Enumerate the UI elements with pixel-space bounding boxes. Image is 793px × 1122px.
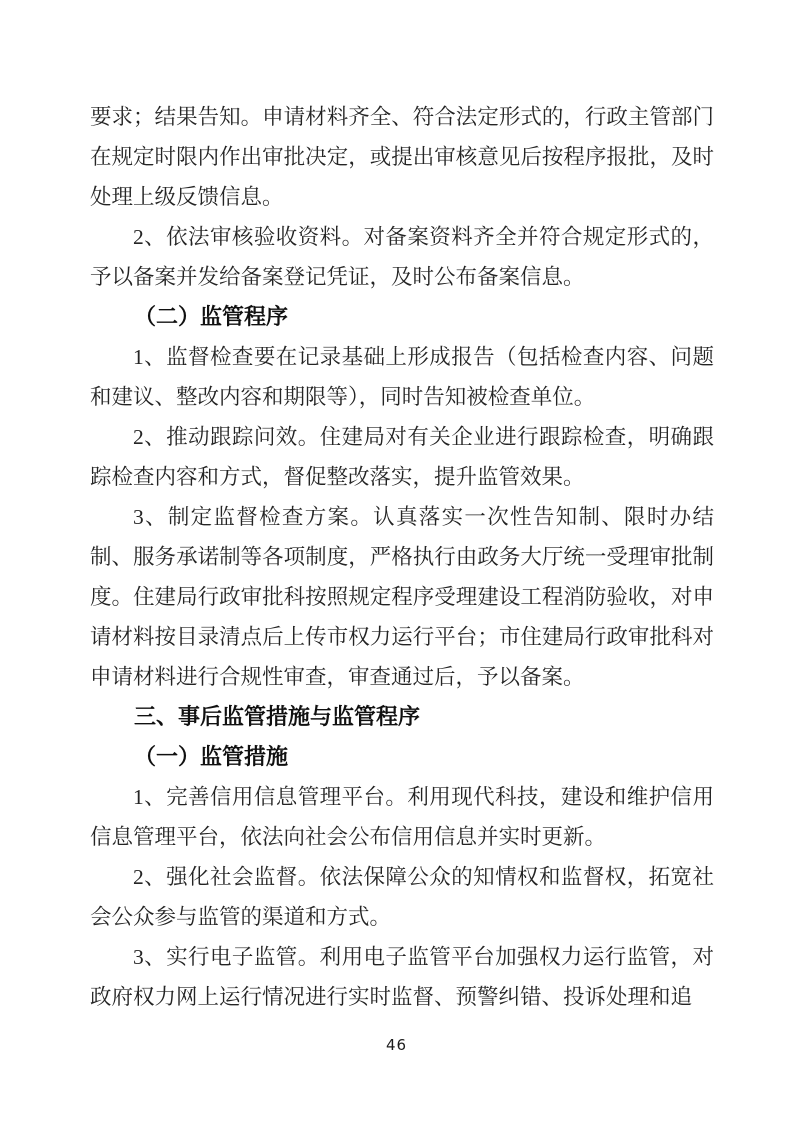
paragraph: 1、完善信用信息管理平台。利用现代科技，建设和维护信用信息管理平台，依法向社会公布信用信息并实时更新。 (90, 785, 714, 849)
paragraph: 1、监督检查要在记录基础上形成报告（包括检查内容、问题和建议、整改内容和期限等），同时告知被检查单位。 (90, 345, 714, 409)
paragraph: 3、实行电子监管。利用电子监管平台加强权力运行监管，对政府权力网上运行情况进行实时监督、预警纠错、投诉处理和追 (90, 945, 714, 1009)
paragraph: 2、强化社会监督。依法保障公众的知情权和监督权，拓宽社会公众参与监管的渠道和方式。 (90, 865, 714, 929)
section-heading: （二）监管程序 (134, 304, 289, 329)
paragraph: 2、推动跟踪问效。住建局对有关企业进行跟踪检查，明确跟踪检查内容和方式，督促整改落实，提升监管效果。 (90, 425, 714, 489)
section-heading: （一）监管措施 (134, 744, 289, 769)
page-number: 46 (385, 1036, 408, 1054)
paragraph: 要求；结果告知。申请材料齐全、符合法定形式的，行政主管部门在规定时限内作出审批决定，或提出审核意见后按程序报批，及时处理上级反馈信息。 (90, 105, 714, 209)
page-footer (0, 1034, 793, 1056)
section-heading: 三、事后监管措施与监管程序 (134, 704, 421, 729)
paragraph: 3、制定监督检查方案。认真落实一次性告知制、限时办结制、服务承诺制等各项制度，严格执行由政务大厅统一受理审批制度。住建局行政审批科按照规定程序受理建设工程消防验收，对申请材料按目录清点后上传市权力运行平台；市住建局行政审批科对申请材料进行合规性审查，审查通过后，予以备案。 (90, 505, 714, 689)
paragraph: 2、依法审核验收资料。对备案资料齐全并符合规定形式的，予以备案并发给备案登记凭证，及时公布备案信息。 (90, 225, 714, 289)
document-body (90, 97, 714, 1017)
